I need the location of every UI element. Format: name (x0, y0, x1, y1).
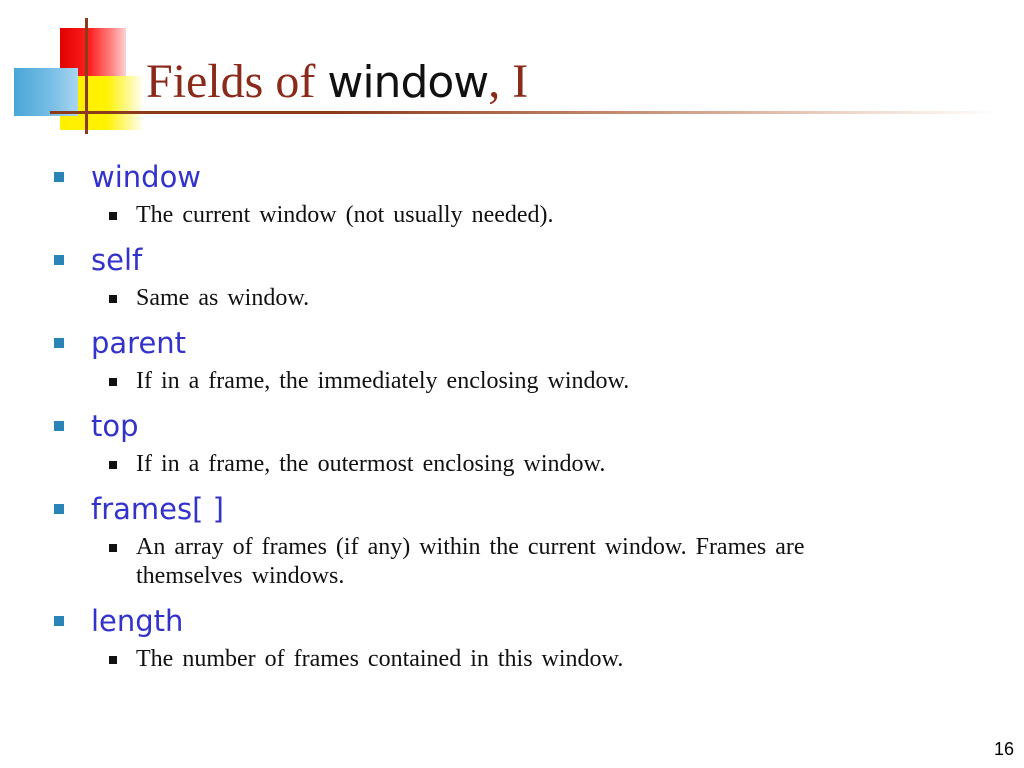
square-bullet-icon (109, 212, 117, 220)
bullet-level2 (104, 201, 856, 230)
bullet-level1 (54, 409, 954, 443)
list-item (54, 492, 954, 591)
term-description: The number of frames contained in this window. (136, 646, 624, 672)
square-bullet-icon (54, 504, 64, 514)
term-description: If in a frame, the outermost enclosing window. (136, 451, 606, 477)
square-bullet-icon (54, 421, 64, 431)
term-description: Same as window. (136, 285, 310, 311)
list-item (54, 604, 954, 674)
bullet-level1 (54, 604, 954, 638)
square-bullet-icon (109, 656, 117, 664)
bullet-level1 (54, 492, 954, 526)
list-item (54, 160, 954, 230)
square-bullet-icon (54, 172, 64, 182)
term-description: An array of frames (if any) within the current window. Frames are themselves windows. (136, 534, 805, 589)
square-bullet-icon (109, 461, 117, 469)
bullet-level2 (104, 533, 856, 591)
term-label: parent (91, 326, 187, 360)
bullet-level2 (104, 645, 856, 674)
bullet-level2 (104, 284, 856, 313)
title-prefix: Fields of (146, 55, 328, 108)
term-description: The current window (not usually needed). (136, 202, 554, 228)
square-bullet-icon (54, 338, 64, 348)
square-bullet-icon (109, 378, 117, 386)
square-bullet-icon (54, 616, 64, 626)
term-label: window (91, 160, 202, 194)
title-suffix: , I (488, 55, 529, 108)
term-label: self (91, 243, 143, 277)
term-label: top (91, 409, 139, 443)
square-bullet-icon (54, 255, 64, 265)
term-label: frames[ ] (91, 492, 224, 526)
list-item (54, 326, 954, 396)
bullet-level2 (104, 367, 856, 396)
title-code-term: window (327, 57, 489, 108)
term-description: If in a frame, the immediately enclosing window. (136, 368, 630, 394)
square-bullet-icon (109, 295, 117, 303)
bullet-level1 (54, 160, 954, 194)
list-item (54, 243, 954, 313)
square-bullet-icon (109, 544, 117, 552)
list-item (54, 409, 954, 479)
page-number: 16 (993, 739, 1014, 759)
bullet-level1 (54, 326, 954, 360)
term-label: length (91, 604, 184, 638)
bullet-level1 (54, 243, 954, 277)
bullet-level2 (104, 450, 856, 479)
